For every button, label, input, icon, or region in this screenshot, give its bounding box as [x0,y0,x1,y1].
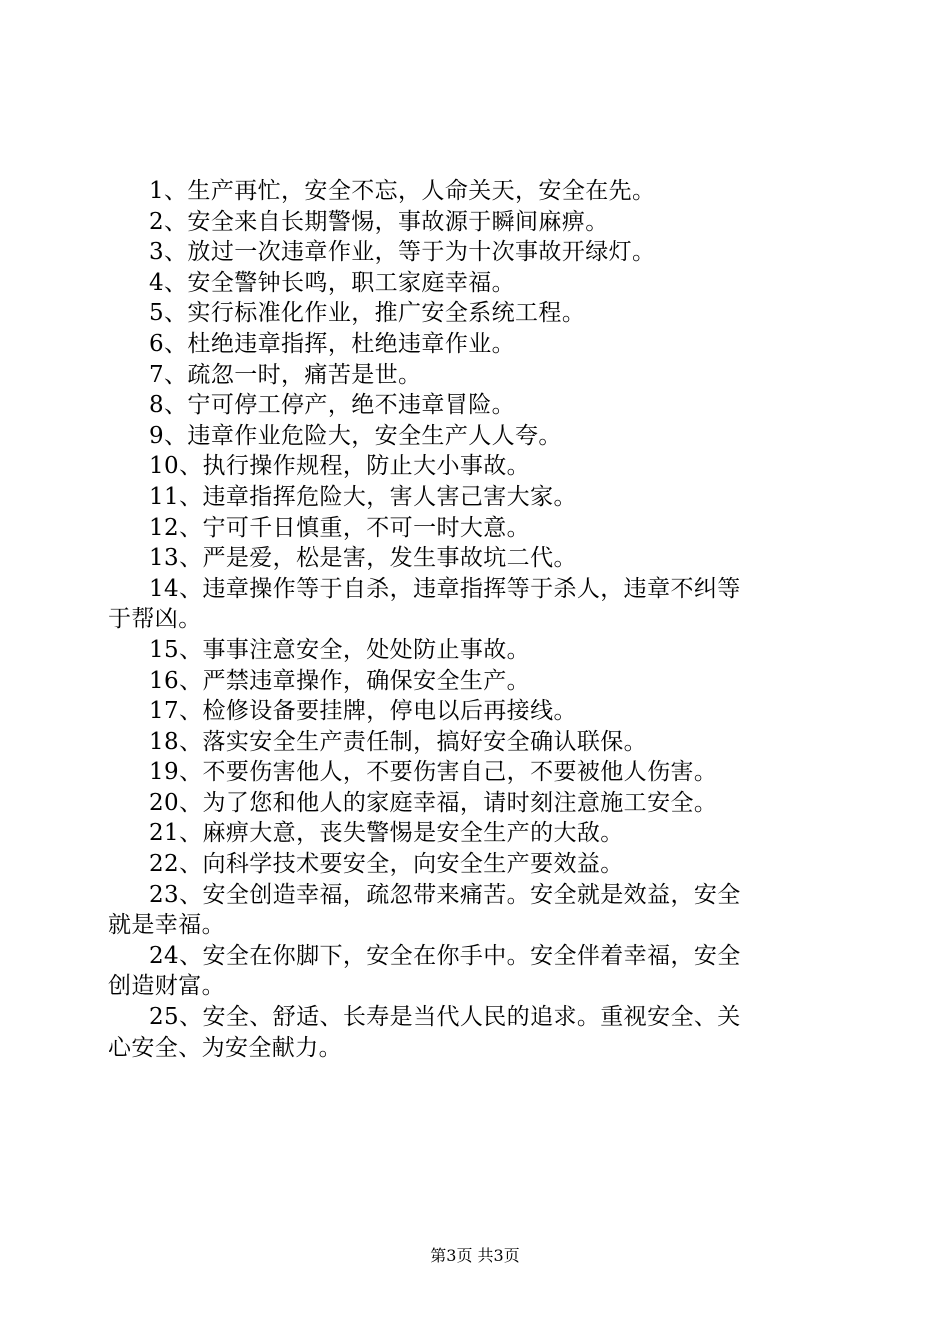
list-item: 22、向科学技术要安全，向安全生产要效益。 [149,851,624,878]
list-item: 3、放过一次违章作业，等于为十次事故开绿灯。 [149,239,656,266]
list-item [108,574,836,635]
slogan-list [108,176,836,1063]
list-item: 13、严是爱，松是害，发生事故坑二代。 [149,545,577,572]
list-item-continuation: 于帮凶。 [108,606,202,633]
list-item: 11、违章指挥危险大，害人害己害大家。 [149,483,577,510]
list-item: 19、不要伤害他人，不要伤害自己，不要被他人伤害。 [149,759,718,786]
list-item: 9、违章作业危险大，安全生产人人夸。 [149,422,562,449]
list-item: 8、宁可停工停产，绝不违章冒险。 [149,392,516,419]
list-item-continuation: 创造财富。 [108,973,225,1000]
list-item: 15、事事注意安全，处处防止事故。 [149,636,531,663]
list-item: 6、杜绝违章指挥，杜绝违章作业。 [149,330,516,357]
list-item-continuation: 就是幸福。 [108,912,225,939]
list-item: 20、为了您和他人的家庭幸福，请时刻注意施工安全。 [149,789,718,816]
list-item: 1、生产再忙，安全不忘，人命关天，安全在先。 [149,178,656,204]
list-item: 7、疏忽一时，痛苦是世。 [149,361,422,388]
list-item-line: 23、安全创造幸福，疏忽带来痛苦。安全就是效益，安全 [149,881,741,908]
list-item [108,880,836,941]
list-item [108,1002,836,1063]
list-item: 4、安全警钟长鸣，职工家庭幸福。 [149,269,516,296]
list-item: 5、实行标准化作业，推广安全系统工程。 [149,300,586,327]
list-item: 16、严禁违章操作，确保安全生产。 [149,667,531,694]
list-item: 17、检修设备要挂牌，停电以后再接线。 [149,698,577,725]
list-item: 10、执行操作规程，防止大小事故。 [149,453,531,480]
list-item-line: 25、安全、舒适、长寿是当代人民的追求。重视安全、关 [149,1004,741,1031]
list-item-line: 14、违章操作等于自杀，违章指挥等于杀人，违章不纠等 [149,575,741,602]
list-item: 2、安全来自长期警惕，事故源于瞬间麻痹。 [149,208,609,235]
list-item [108,941,836,1002]
list-item-line: 24、安全在你脚下，安全在你手中。安全伴着幸福，安全 [149,942,741,969]
page-footer: 第3页 共3页 [430,1246,520,1265]
list-item: 18、落实安全生产责任制，搞好安全确认联保。 [149,728,648,755]
list-item: 12、宁可千日慎重，不可一时大意。 [149,514,531,541]
list-item-continuation: 心安全、为安全献力。 [108,1034,342,1061]
list-item: 21、麻痹大意，丧失警惕是安全生产的大敌。 [149,820,624,847]
